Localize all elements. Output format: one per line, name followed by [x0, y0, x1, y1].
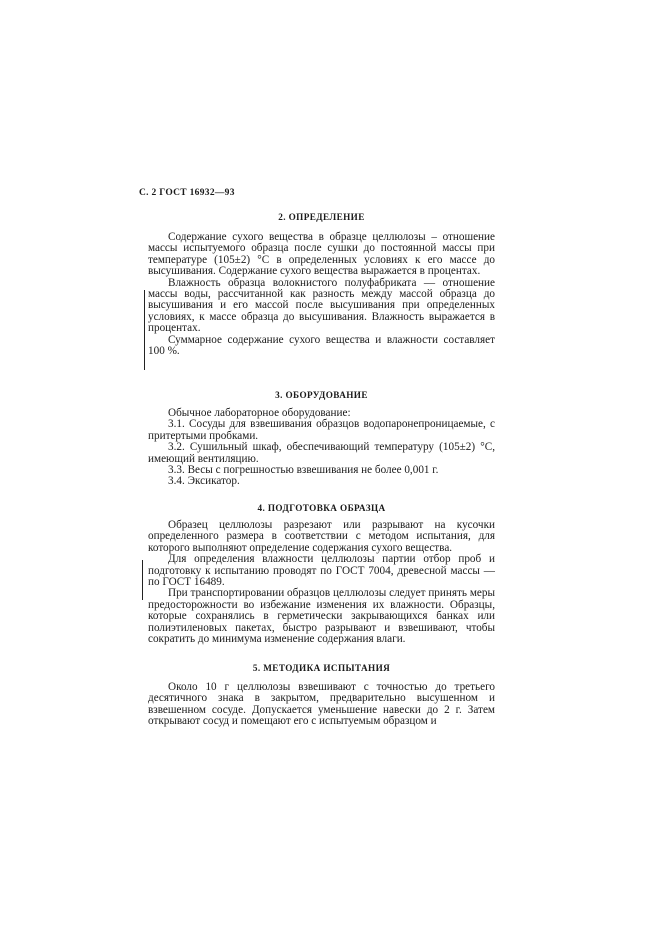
- list-item: 3.3. Весы с погрешностью взвешивания не более 0,001 г.: [168, 464, 439, 477]
- section-3-title: 3. ОБОРУДОВАНИЕ: [275, 390, 368, 400]
- section-3-body: [148, 408, 495, 488]
- section-5-title: 5. МЕТОДИКА ИСПЫТАНИЯ: [252, 663, 391, 673]
- section-2-body: [148, 232, 495, 357]
- paragraph: Влажность образца волокнистого полуфабриката — отношение массы воды, рассчитанной как разность между массой образца до высушивания и его массой после высушивания при определенных условиях, к массе образца до высушивания. Влажность выражается в процентах.: [148, 276, 495, 335]
- revision-bar: [144, 290, 145, 370]
- paragraph: При транспортировании образцов целлюлозы следует принять меры предосторожности во избежание изменения их влажности. Образцы, которые сохранялись в герметически закрывающихся банках или полиэтиленовых пакетах, быстро разрывают и взвешивают, чтобы сократить до минимума изменение содержания влаги.: [148, 587, 495, 646]
- section-4-title: 4. ПОДГОТОВКА ОБРАЗЦА: [257, 503, 386, 513]
- list-item: 3.1. Сосуды для взвешивания образцов водопаронепроницаемые, с притертыми пробками.: [148, 418, 495, 442]
- paragraph: Обычное лабораторное оборудование:: [168, 407, 351, 419]
- paragraph: Суммарное содержание сухого вещества и влажности составляет 100 %.: [148, 333, 495, 358]
- section-4-body: [148, 520, 495, 645]
- list-item: 3.2. Сушильный шкаф, обеспечивающий температуру (105±2) °С, имеющий вентиляцию.: [148, 441, 495, 465]
- section-2-title: 2. ОПРЕДЕЛЕНИЕ: [278, 212, 365, 222]
- paragraph: Содержание сухого вещества в образце целлюлозы – отношение массы испытуемого образца после сушки до постоянной массы при температуре (105±2) °С в определенных условиях к его массе до высушивания. Содержание сухого вещества выражается в процентах.: [148, 231, 495, 278]
- section-5-body: [148, 682, 495, 728]
- paragraph: Для определения влажности целлюлозы партии отбор проб и подготовку к испытанию проводят по ГОСТ 7004, древесной массы — по ГОСТ 16489.: [148, 553, 495, 589]
- page-header: С. 2 ГОСТ 16932—93: [139, 188, 235, 198]
- paragraph: Около 10 г целлюлозы взвешивают с точностью до третьего десятичного знака в закрытом, предварительно высушенном и взвешенном сосуде. Допускается уменьшение навески до 2 г. Затем открывают сосуд и помещают его с испытуемым образцом и: [148, 681, 495, 728]
- revision-bar: [142, 560, 143, 600]
- paragraph: Образец целлюлозы разрезают или разрывают на кусочки определенного размера в соответствии с методом испытания, для которого выполняют определение содержания сухого вещества.: [148, 519, 495, 554]
- list-item: 3.4. Эксикатор.: [168, 475, 240, 488]
